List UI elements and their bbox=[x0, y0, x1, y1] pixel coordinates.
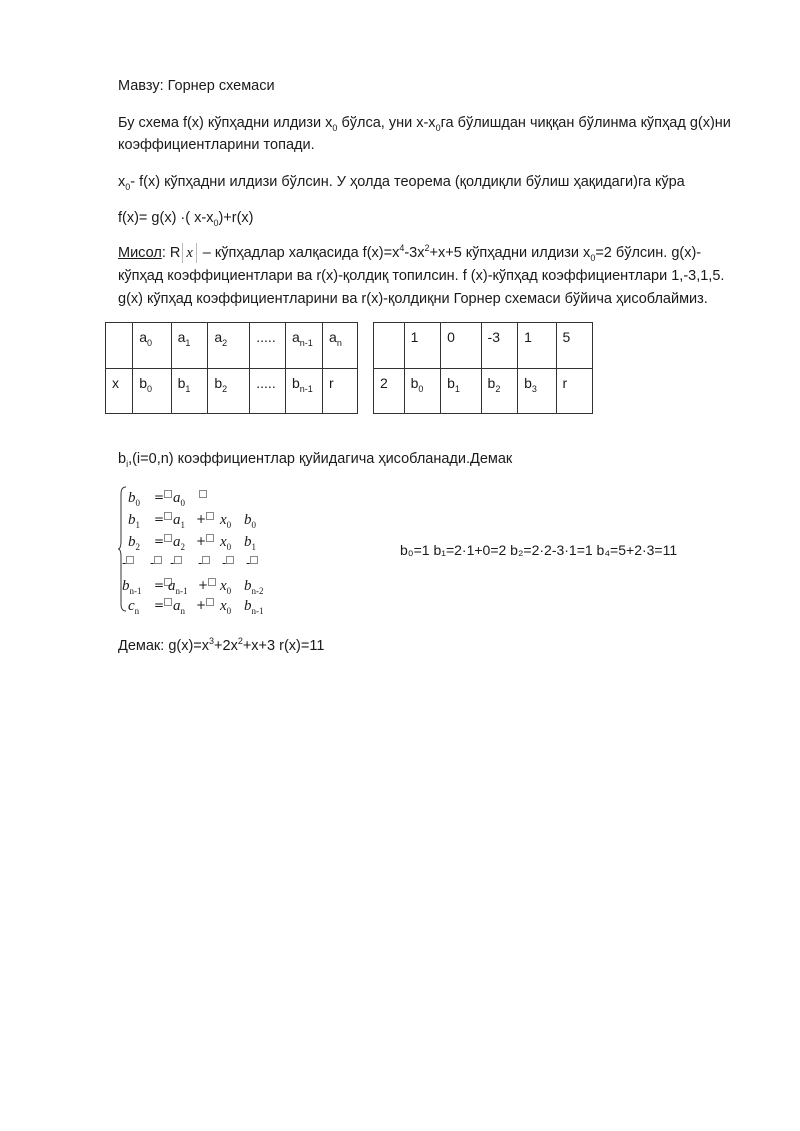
table-cell: 2 bbox=[374, 369, 405, 414]
table-cell: $b_2$ bbox=[208, 369, 250, 414]
table-cell: -3 bbox=[481, 323, 518, 369]
table-row bbox=[374, 369, 593, 414]
table-row bbox=[106, 369, 358, 414]
table-cell: x bbox=[106, 369, 133, 414]
table-cell: $a_1$ bbox=[171, 323, 208, 369]
polynomial-ring-variable: x bbox=[182, 243, 196, 263]
example-label: Мисол bbox=[118, 245, 162, 261]
table-cell: $b_1$ bbox=[441, 369, 481, 414]
table-cell: $a_0$ bbox=[133, 323, 171, 369]
paragraph-2: $x_0-$ f(x) кўпҳадни илдизи бўлсин. У ҳолда теорема (қолдиқли бўлиш ҳақидаги)га кўра bbox=[118, 174, 685, 192]
horner-table-example bbox=[373, 322, 593, 414]
table-cell: $b_0$ bbox=[404, 369, 441, 414]
table-row bbox=[374, 323, 593, 369]
table-cell: ..... bbox=[250, 369, 286, 414]
table-cell: ..... bbox=[250, 323, 286, 369]
table-cell: 1 bbox=[404, 323, 441, 369]
table-cell: $b_0$ bbox=[133, 369, 171, 414]
coefficient-system: $b_0$ = $a_0$ $b_1$ = $a_1$ + $x_0$ $b_0$ $b_2$ = $a_2$ + $x_0$ $b_1$ - - - - - - $b_{n-1}$ = $a_{n-1}$ + $x_0$ $b_{n-2}$ $c_n$ = $a_n$ + $x_0$ $b_{n-1}$ bbox=[118, 484, 288, 616]
coefficients-intro: $b_i,(i=0,n)$ коэффициентлар қуйидагича ҳисобланади.Демак bbox=[118, 451, 513, 469]
table-cell: $b_1$ bbox=[171, 369, 208, 414]
paragraph-1-line-1: Бу схема f(x) кўпҳадни илдизи $x_0$ бўлса, уни $x-x_0га$ бўлишдан чиққан бўлинма кўпҳад g(x)ни bbox=[118, 115, 731, 133]
computations-line: b₀=1 b₁=2·1+0=2 b₂=2·2-3·1=1 b₄=5+2·3=11 bbox=[400, 542, 678, 558]
horner-table-general bbox=[105, 322, 358, 414]
table-cell: $a_n$ bbox=[323, 323, 358, 369]
table-cell: r bbox=[556, 369, 592, 414]
division-formula: f(x)= g(x) ·( $x-x_0)+r(x)$ bbox=[118, 210, 254, 228]
table-cell bbox=[106, 323, 133, 369]
table-cell bbox=[374, 323, 405, 369]
topic-heading: Мавзу: Горнер схемаси bbox=[118, 78, 275, 94]
example-line-3: g(x) кўпҳад коэффициентларини ва r(x)-қолдиқни Горнер схемаси бўйича ҳисоблаймиз. bbox=[118, 291, 708, 307]
table-row bbox=[106, 323, 358, 369]
table-cell: $a_{n-1}$ bbox=[285, 323, 322, 369]
table-cell: $b_3$ bbox=[518, 369, 556, 414]
example-line-1: Мисол: R x – кўпҳадлар халқасида $f(x)=x^4-3x^2+x+5$ кўпҳадни илдизи $x_0=2$ бўлсин. g(x)- bbox=[118, 243, 702, 263]
table-cell: 5 bbox=[556, 323, 592, 369]
example-line-2: кўпҳад коэффициентлари ва r(x)-қолдиқ топилсин. f (x)-кўпҳад коэффициентлари 1,-3,1,5. bbox=[118, 268, 725, 284]
table-cell: $a_2$ bbox=[208, 323, 250, 369]
table-cell: 1 bbox=[518, 323, 556, 369]
table-cell: r bbox=[323, 369, 358, 414]
table-cell: $b_{n-1}$ bbox=[285, 369, 322, 414]
table-cell: 0 bbox=[441, 323, 481, 369]
table-cell: $b_2$ bbox=[481, 369, 518, 414]
paragraph-1-line-2: коэффициентларини топади. bbox=[118, 137, 315, 153]
conclusion-line: Демак: $g(x)=x^3+2x^2+x+3$ r(x)=11 bbox=[118, 636, 325, 654]
